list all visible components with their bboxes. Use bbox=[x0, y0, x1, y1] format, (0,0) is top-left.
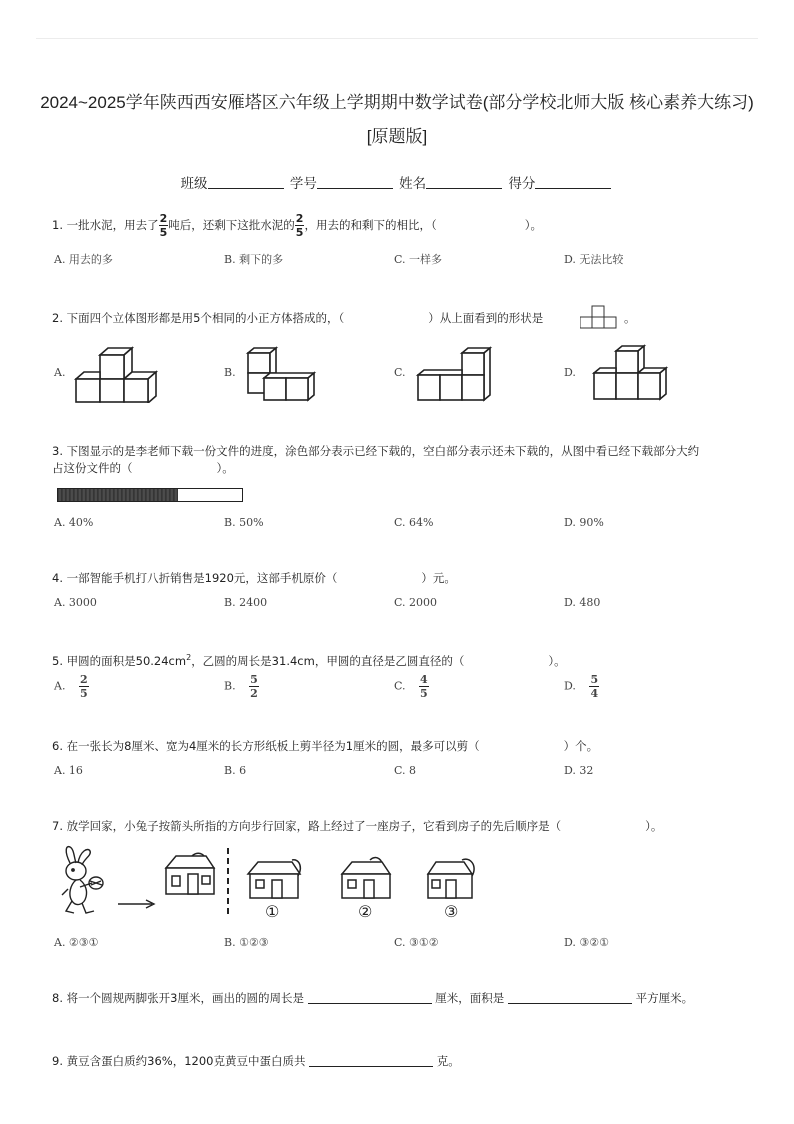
q1-text: ）。 bbox=[524, 218, 542, 233]
q2-option-d[interactable]: D. bbox=[564, 366, 576, 379]
q5-text: ）。 bbox=[548, 653, 566, 668]
q5-text: 甲圆的面积是50.24cm bbox=[66, 653, 187, 668]
q5-number: 5. bbox=[52, 653, 63, 668]
q3-option-b[interactable]: B. 50% bbox=[224, 516, 264, 529]
q5-option-b[interactable]: B. $\frac{5}{2}$ bbox=[224, 673, 258, 701]
q8-text: 平方厘米。 bbox=[635, 991, 694, 1005]
top-divider bbox=[36, 38, 758, 39]
q3-text: 下图显示的是李老师下载一份文件的进度，涂色部分表示已经下载的，空白部分表示还未下载的，从图中看已经下载部分大约 bbox=[66, 444, 700, 458]
q7-option-c[interactable]: C. ③①② bbox=[394, 936, 439, 949]
download-progress-bar bbox=[57, 488, 243, 502]
q2-cube-figure-d bbox=[588, 343, 678, 403]
q2-cube-figure-c bbox=[414, 345, 504, 403]
q1-number: 1. bbox=[52, 218, 63, 233]
q9-blank[interactable] bbox=[309, 1054, 433, 1067]
q6-text: ）个。 bbox=[563, 739, 599, 753]
q8-blank-area[interactable] bbox=[508, 991, 632, 1004]
q2-text: 下面四个立体图形都是用5个相同的小正方体搭成的，（ bbox=[66, 311, 345, 325]
question-3 bbox=[52, 443, 699, 459]
q1-option-d[interactable]: D. 无法比较 bbox=[564, 253, 624, 266]
q6-option-c[interactable]: C. 8 bbox=[394, 764, 417, 777]
q1-option-b[interactable]: B. 剩下的多 bbox=[224, 253, 284, 266]
q4-option-a[interactable]: A. 3000 bbox=[54, 596, 97, 609]
q6-option-a[interactable]: A. 16 bbox=[54, 764, 83, 777]
house-view-3 bbox=[424, 856, 480, 904]
q9-text: 黄豆含蛋白质约36%，1200克黄豆中蛋白质共 bbox=[66, 1054, 306, 1068]
q2-number: 2. bbox=[52, 311, 63, 325]
q4-text: 一部智能手机打八折销售是1920元，这部手机原价（ bbox=[66, 571, 338, 585]
q8-blank-circumference[interactable] bbox=[308, 991, 432, 1004]
q7-number: 7. bbox=[52, 819, 63, 833]
q4-option-d[interactable]: D. 480 bbox=[564, 596, 601, 609]
q7-text: 放学回家，小兔子按箭头所指的方向步行回家，路上经过了一座房子，它看到房子的先后顺序是（ bbox=[66, 819, 562, 833]
q6-option-d[interactable]: D. 32 bbox=[564, 764, 594, 777]
q2-option-a[interactable]: A. bbox=[54, 366, 66, 379]
q9-text: 克。 bbox=[436, 1054, 460, 1068]
q8-text: 厘米，面积是 bbox=[435, 991, 505, 1005]
q7-option-d[interactable]: D. ③②① bbox=[564, 936, 610, 949]
q3-option-a[interactable]: A. 40% bbox=[54, 516, 94, 529]
student-info-line bbox=[0, 172, 794, 192]
q1-fraction-1: $\frac{2}{5}$ bbox=[159, 212, 168, 240]
q7-option-b[interactable]: B. ①②③ bbox=[224, 936, 269, 949]
question-6 bbox=[52, 738, 598, 754]
q9-number: 9. bbox=[52, 1054, 63, 1068]
score-blank[interactable] bbox=[535, 176, 611, 189]
dashed-divider bbox=[224, 848, 232, 918]
number-label: 学号 bbox=[289, 176, 317, 192]
question-4 bbox=[52, 570, 456, 586]
q2-option-c[interactable]: C. bbox=[394, 366, 406, 379]
q6-text: 在一张长为8厘米、宽为4厘米的长方形纸板上剪半径为1厘米的圆，最多可以剪（ bbox=[66, 739, 480, 753]
q5-option-a-fraction: $\frac{2}{5}$ bbox=[79, 673, 88, 701]
page-title: 2024~2025学年陕西西安雁塔区六年级上学期期中数学试卷(部分学校北师大版 核心素养大练习)[原题版] bbox=[40, 93, 754, 146]
q2-text: ）从上面看到的形状是 bbox=[428, 311, 544, 325]
q8-text: 将一个圆规两脚张开3厘米，画出的圆的周长是 bbox=[66, 991, 304, 1005]
q5-option-a[interactable]: A. $\frac{2}{5}$ bbox=[54, 673, 88, 701]
question-8 bbox=[52, 990, 693, 1006]
q1-option-a[interactable]: A. 用去的多 bbox=[54, 253, 113, 266]
q7-text: ）。 bbox=[645, 819, 663, 833]
q3-text: 占这份文件的（ bbox=[52, 461, 133, 475]
q4-text: ）元。 bbox=[421, 571, 456, 585]
q5-option-c-fraction: $\frac{4}{5}$ bbox=[420, 673, 428, 701]
house-label-1: ① bbox=[265, 902, 280, 921]
q1-option-c[interactable]: C. 一样多 bbox=[394, 253, 443, 266]
question-2 bbox=[52, 310, 543, 326]
class-blank[interactable] bbox=[208, 176, 284, 189]
q4-number: 4. bbox=[52, 571, 63, 585]
question-1 bbox=[52, 213, 542, 238]
q5-option-d[interactable]: D. $\frac{5}{4}$ bbox=[564, 673, 599, 701]
q3-option-d[interactable]: D. 90% bbox=[564, 516, 604, 529]
question-7 bbox=[52, 818, 662, 834]
name-blank[interactable] bbox=[426, 176, 502, 189]
class-label: 班级 bbox=[180, 176, 208, 192]
direction-arrow bbox=[116, 898, 158, 910]
house-view-1 bbox=[244, 856, 306, 904]
house-figure bbox=[162, 850, 218, 898]
q2-cube-figure-b bbox=[244, 345, 334, 403]
q5-option-b-fraction: $\frac{5}{2}$ bbox=[250, 673, 258, 701]
house-label-3: ③ bbox=[444, 902, 459, 921]
question-5 bbox=[52, 650, 566, 669]
download-progress-fill bbox=[58, 489, 178, 501]
q1-text: 一批水泥，用去了 bbox=[66, 218, 159, 233]
q2-period: 。 bbox=[624, 311, 636, 325]
number-blank[interactable] bbox=[317, 176, 393, 189]
q4-option-c[interactable]: C. 2000 bbox=[394, 596, 438, 609]
q5-option-d-fraction: $\frac{5}{4}$ bbox=[590, 673, 599, 701]
q2-top-view-figure bbox=[580, 305, 620, 330]
rabbit-illustration bbox=[56, 843, 122, 918]
q6-option-b[interactable]: B. 6 bbox=[224, 764, 247, 777]
q3-number: 3. bbox=[52, 444, 63, 458]
name-label: 姓名 bbox=[399, 176, 427, 192]
score-label: 得分 bbox=[508, 176, 536, 192]
q5-superscript: 2 bbox=[186, 653, 192, 662]
q5-option-c[interactable]: C. $\frac{4}{5}$ bbox=[394, 673, 428, 701]
q8-number: 8. bbox=[52, 991, 63, 1005]
q1-fraction-2: $\frac{2}{5}$ bbox=[295, 212, 304, 240]
q3-option-c[interactable]: C. 64% bbox=[394, 516, 434, 529]
q7-option-a[interactable]: A. ②③① bbox=[54, 936, 99, 949]
q1-text: 吨后，还剩下这批水泥的 bbox=[168, 218, 295, 233]
q2-option-b[interactable]: B. bbox=[224, 366, 236, 379]
house-view-2 bbox=[338, 856, 394, 904]
q2-cube-figure-a bbox=[70, 345, 180, 403]
question-9 bbox=[52, 1053, 460, 1069]
house-label-2: ② bbox=[358, 902, 373, 921]
q5-text: ，乙圆的周长是31.4cm，甲圆的直径是乙圆直径的（ bbox=[191, 653, 465, 668]
question-3-line2 bbox=[52, 460, 234, 476]
q3-text: ）。 bbox=[216, 461, 234, 475]
q6-number: 6. bbox=[52, 739, 63, 753]
q1-text: ，用去的和剩下的相比，（ bbox=[304, 218, 437, 233]
q4-option-b[interactable]: B. 2400 bbox=[224, 596, 268, 609]
